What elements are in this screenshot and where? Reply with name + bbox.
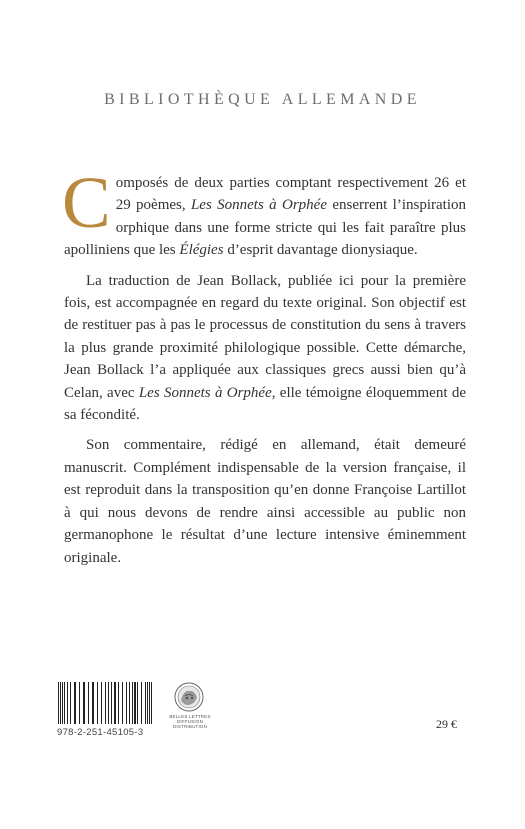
barcode-bar (74, 682, 76, 724)
barcode-bar (101, 682, 102, 724)
blurb-p1-end: d’esprit davantage dionysiaque. (223, 242, 418, 259)
barcode-bar (141, 682, 142, 724)
barcode-bar (132, 682, 133, 724)
blurb-paragraph-2 (64, 270, 466, 427)
price: 29 € (436, 717, 457, 731)
blurb-paragraph-1 (62, 162, 466, 262)
elegies-title-italic: Élégies (179, 242, 224, 259)
publisher-logo-text: BELLES LETTRES DIFFUSION DISTRIBUTION (169, 714, 211, 729)
barcode-bar (79, 682, 80, 724)
barcode-bar (111, 682, 112, 724)
barcode-bar (149, 682, 150, 724)
barcode-bar (114, 682, 116, 724)
isbn-number: 978-2-251-45105-3 (57, 727, 144, 738)
barcode-bar (67, 682, 68, 724)
barcode-bar (62, 682, 63, 724)
blurb-p2-start: La traduction de Jean Bollack, publiée ici pour la première fois, est accompagnée en regard du texte original. Son objectif est de restituer pas à pas le processus de constitution du sens à travers la plus grande proximité philologique possible. Cette démarche, Jean Bollack l’a appliquée aux classiques grecs aussi bien qu’à Celan, avec (64, 272, 466, 401)
barcode-bar (147, 682, 148, 724)
blurb-p1-mid: enserrent l’inspiration orphique dans une forme stricte qui les fait paraître plus apolliniens que les (64, 197, 466, 259)
barcode-bar (126, 682, 127, 724)
barcode-icon (57, 682, 165, 726)
series-title: BIBLIOTHÈQUE ALLEMANDE (104, 91, 421, 108)
barcode-bar (88, 682, 89, 724)
barcode-bar (70, 682, 71, 724)
barcode-bar (105, 682, 106, 724)
blurb-paragraph-3: Son commentaire, rédigé en allemand, était demeuré manuscrit. Complément indispensable de la version française, il est reproduit dans la transposition qu’en donne Françoise Lartillot à qui nous devons de rendre ainsi accessible au public non germanophone le résultat d’une lecture intensive éminemment originale. (64, 437, 466, 566)
barcode-bar (134, 682, 136, 724)
barcode-bar (122, 682, 123, 724)
barcode-bar (83, 682, 85, 724)
barcode-bar (145, 682, 146, 724)
barcode-bar (118, 682, 119, 724)
book-title-italic-2: Les Sonnets à Orphée (138, 384, 272, 401)
barcode-bar (151, 682, 152, 724)
barcode-bar (129, 682, 130, 724)
barcode-bar (108, 682, 109, 724)
blurb-p1-start: omposés de deux parties comptant respectivement 26 et 29 poèmes, (115, 175, 466, 214)
barcode-bar (137, 682, 138, 724)
drop-cap: C (62, 162, 111, 243)
barcode-bar (58, 682, 59, 724)
barcode-bar (97, 682, 98, 724)
barcode-bar (64, 682, 65, 724)
barcode (57, 682, 165, 726)
book-title-italic: Les Sonnets à Orphée (190, 197, 327, 214)
blurb-p2-end: , elle témoigne éloquemment de sa fécondité. (64, 384, 466, 424)
barcode-bar (92, 682, 94, 724)
back-cover-blurb (62, 162, 466, 569)
barcode-bar (60, 682, 61, 724)
